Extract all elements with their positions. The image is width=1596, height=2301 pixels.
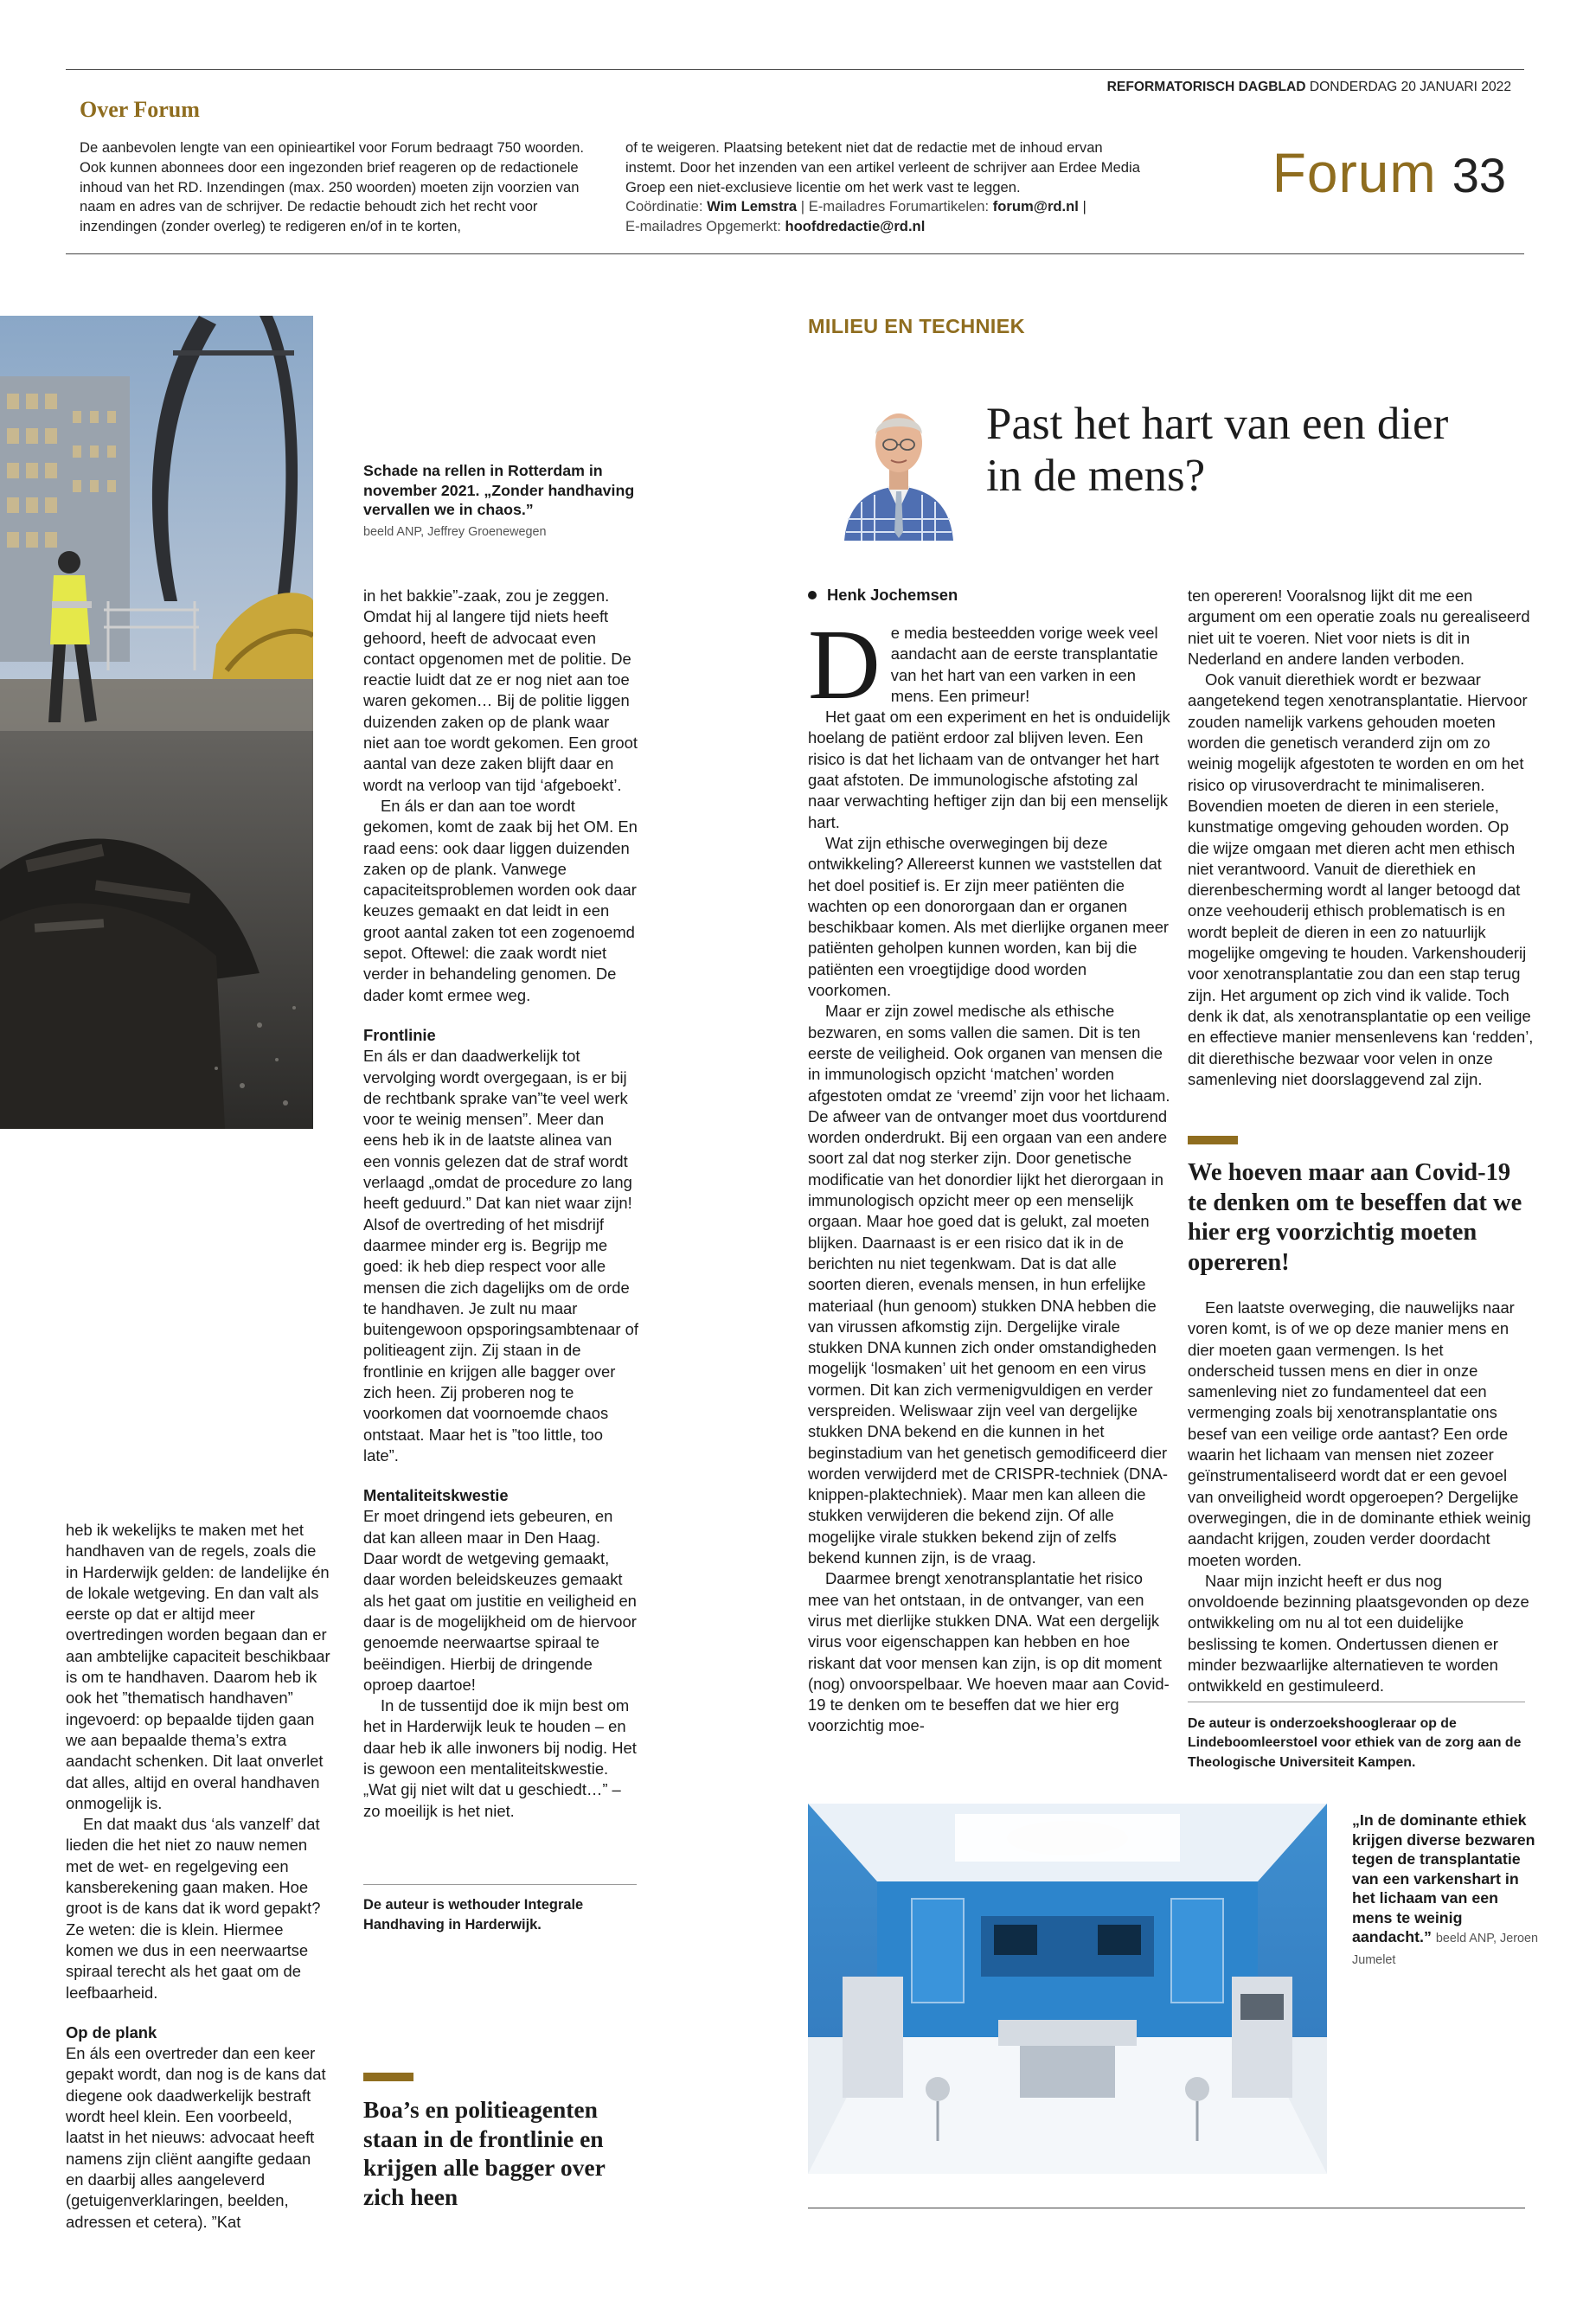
forum-intro-col2: of te weigeren. Plaatsing betekent niet dat de redactie met de inhoud ervan instemt. Door het inzenden van een artikel verleent de schrijver aan Erdee Media Groep een niet-exclusieve licentie om het werk vast te leggen. Coördinatie: Wim Lemstra | E-mailadres Forumartikelen: forum@rd.nl | E-mailadres Opgemerkt: hoofdredactie@rd.nl	[625, 139, 1140, 235]
author-portrait	[836, 381, 962, 541]
email-forum-link[interactable]: forum@rd.nl	[992, 198, 1079, 215]
left-quote-bar	[363, 2073, 413, 2081]
header-bottom-rule	[66, 253, 1524, 254]
paragraph: in het bakkie”-zaak, zou je zeggen. Omdat hij al langere tijd niets heeft gehoord, heeft de advocaat even contact opgenomen met de politie. De reactie luidt dat ze er nog niet aan toe waren gekomen… Bij de politie liggen duizenden zaken op de plank waar niet aan toe wordt gekomen. Een groot aantal van deze zaken blijft daar en wordt na verloop van tijd ‘afgeboekt’.	[363, 586, 638, 794]
coordinator-name: Wim Lemstra	[707, 198, 798, 215]
forum-intro-col1: De aanbevolen lengte van een opinieartikel voor Forum bedraagt 750 woorden. Ook kunnen abonnees door een ingezonden brief reageren op de redactionele inhoud van het RD. Inzendingen (max. 250 woorden) moeten zijn voorzien van naam en adres van de schrijver. De redactie behoudt zich het recht voor inzendingen (zonder overleg) te redigeren en/of in te korten,	[80, 139, 585, 235]
right-author-note: De auteur is onderzoekshoogleraar op de Lindeboomleerstoel voor ethiek van de zorg aan de Theologische Universiteit Kampen.	[1188, 1716, 1522, 1770]
subhead-op-de-plank: Op de plank	[66, 2022, 157, 2041]
right-pull-quote: We hoeven maar aan Covid-19 te denken om te beseffen dat we hier erg voorzichtig moeten opereren!	[1188, 1159, 1522, 1276]
page-number: 33	[1452, 148, 1506, 202]
paragraph: Maar er zijn zowel medische als ethische bezwaren, en soms vallen die samen. Dit is ten eerste de veiligheid. Ook organen van mensen die in immunologisch opzicht ‘matchen’ worden afgestoten omdat ze ‘vreemd’ zijn voor het lichaam. De afweer van de ontvanger moet dus voortdurend worden onderdrukt. Bij een orgaan van een andere soort zal dat nog sterker zijn. Door genetische modificatie van het donordier lijkt het dierorgaan in immunologisch opzicht meer op een menselijk orgaan. Maar hoe goed dat is gelukt, zal moeten blijken. Daarnaast is er een risico dat ik in de berichten nu niet tegenkwam. Dat is dat alle soorten dieren, evenals mensen, in hun erfelijke materiaal (hun genoom) stukken DNA hebben die van virussen afkomstig zijn. Dergelijke virale stukken DNA kunnen zich onder omstandigheden mogelijk ‘losmaken’ uit het genoom en een virus vormen. Dit kan zich vermenigvuldigen en verder verspreiden. Weliswaar zijn veel van dergelijke stukken DNA bekend en die kunnen in het beginstadium van het genetisch gemodificeerd dier worden verwijderd met de CRISPR-techniek (DNA-knippen-plaktechniek). Maar men kan alleen die stukken verwijderen die bekend zijn. Of alle mogelijke virale stukken bekend zijn of zelfs bekend kunnen zijn, is de vraag.	[808, 1002, 1170, 1567]
right-article-col2	[1188, 586, 1534, 1090]
paragraph: Ook vanuit dierethiek wordt er bezwaar aangetekend tegen xenotransplantatie. Hiervoor zouden namelijk varkens gehouden moeten worden die genetisch veranderd zijn om zo weinig mogelijk afgestoten te worden en om het risico op virusoverdracht te minimaliseren. Bovendien moeten de dieren in een steriele, kunstmatige omgeving gehouden worden. Op die wijze omgaan met dieren acht men ethisch niet verantwoord. Vanuit de dierethiek en dierenbescherming wordt al langer betoogd dat onze veehouderij ethisch problematisch is en wordt bepleit de dieren in een zo natuurlijk mogelijke omgeving te houden. Varkenshouderij voor xenotransplantatie zou dan een stap terug zijn. Het argument op zich vind ik valide. Toch denk ik dat, als xenotransplantatie op een veilige en effectieve manier mensenlevens kan ‘redden’, dit dierethische bezwaar voor velen in onze samenleving niet doorslaggevend zal zijn.	[1188, 670, 1534, 1088]
left-article-col1	[66, 1520, 330, 2233]
riot-photo-illustration	[0, 316, 313, 1129]
article-headline: Past het hart van een dier in de mens?	[986, 399, 1449, 501]
paragraph: Naar mijn inzicht heeft er dus nog onvoldoende bezinning plaatsgevonden op deze ontwikkeling om nu al tot een duidelijke beslissing te komen. Ondertussen dienen er minder bezwaarlijke alternatieven te worden ontwikkeld en gestimuleerd.	[1188, 1571, 1529, 1695]
riot-photo-credit: beeld ANP, Jeffrey Groenewegen	[363, 525, 547, 539]
operating-room-credit: beeld ANP, Jeroen Jumelet	[1352, 1932, 1539, 1967]
paragraph: Het gaat om een experiment en het is onduidelijk hoelang de patiënt erdoor zal blijven leven. Een risico is dat het lichaam van de ontvanger het hart gaat afstoten. De immunologische afstoting zal naar verwachting heftiger zijn dan bij een menselijk hart.	[808, 708, 1170, 831]
forum-info-title: Over Forum	[80, 97, 200, 122]
operating-room-illustration	[808, 1804, 1327, 2174]
paragraph: In de tussentijd doe ik mijn best om het in Harderwijk leuk te houden – en daar heb ik alle inwoners bij nodig. Het is gewoon een mentaliteitskwestie. „Wat gij niet wilt dat u geschiedt…” – zo moeilijk is het niet.	[363, 1696, 637, 1820]
paragraph: En áls een overtreder dan een keer gepakt wordt, dan nog is de kans dat diegene ook daadwerkelijk bestraft wordt heel klein. Een voorbeeld, laatst in het nieuws: advocaat heeft namens zijn cliënt aangifte gedaan en daarbij alles aangeleverd (getuigenverklaringen, beelden, adressen et cetera). ”Kat	[66, 2044, 326, 2231]
operating-room-caption	[1352, 1811, 1542, 1970]
author-portrait-illustration	[836, 381, 962, 541]
left-article-col2	[363, 586, 638, 1822]
byline	[808, 586, 958, 605]
forum-flag: Forum	[1272, 142, 1437, 204]
riot-photo-caption: Schade na rellen in Rotterdam in november 2021. „Zonder handhaving vervallen we in chaos.”	[363, 462, 635, 518]
right-article-col2-continued	[1188, 1298, 1534, 1697]
email-opgemerkt-label: E-mailadres Opgemerkt:	[625, 218, 781, 235]
paragraph: Daarmee brengt xenotransplantatie het risico mee van het ontstaan, in de ontvanger, van een virus met dierlijke stukken DNA. Wat een dergelijk virus voor eigenschappen kan hebben en hoe riskant dat voor mensen kan zijn, is op dit moment (nog) onvoorspelbaar. We hoeven maar aan Covid-19 te denken om te beseffen dat we hier erg voorzichtig moe-	[808, 1569, 1170, 1735]
byline-bullet-icon	[808, 591, 817, 599]
email-opgemerkt-link[interactable]: hoofdredactie@rd.nl	[785, 218, 926, 235]
header-top-rule	[66, 69, 1524, 70]
email-forum-label: | E-mailadres Forumartikelen:	[800, 198, 990, 215]
author-name: Henk Jochemsen	[827, 586, 958, 604]
left-pull-quote: Boa’s en politieagenten staan in de frontlinie en krijgen alle bagger over zich heen	[363, 2096, 606, 2210]
paragraph: En áls er dan daadwerkelijk tot vervolging wordt overgegaan, is er bij de rechtbank sprake van”te veel werk voor te weinig mensen”. Meer dan eens heb ik in de laatste alinea van een vonnis gelezen dat de straf wordt verlaagd „omdat de procedure zo lang heeft geduurd.” Dat kan niet waar zijn! Alsof de overtreding of het misdrijf daarmee minder erg is. Begrijp me goed: ik heb diep respect voor alle mensen die zich dagelijks om de orde te handhaven. Je zult nu maar buitengewoon opsporingsambtenaar of politieagent zijn. Zij staan in de frontlinie en krijgen alle bagger over zich heen. Zij proberen nog te voorkomen dat voornoemde chaos ontstaat. Maar het is ”too little, too late”.	[363, 1047, 638, 1465]
coordination-label: Coördinatie:	[625, 198, 703, 215]
paragraph: Een laatste overweging, die nauwelijks naar voren komt, is of we op deze manier mens en dier moeten gaan vermengen. Is het onderscheid tussen mens en dier in onze samenleving niet zo fundamenteel dat een vermenging zoals bij xenotransplantatie ons besef van een veilige orde aantast? Een orde waarin het lichaam van mensen niet zozeer geïnstrumentaliseerd wordt dat er een gevoel van onveiligheid wordt opgeroepen? Dergelijke overwegingen, die in de dominante ethiek weinig aandacht krijgen, zouden verder doordacht moeten worden.	[1188, 1298, 1531, 1569]
left-author-note: De auteur is wethouder Integrale Handhaving in Harderwijk.	[363, 1897, 584, 1932]
riot-photo	[0, 316, 313, 1129]
newspaper-dateline	[1107, 80, 1511, 95]
left-author-rule	[363, 1884, 637, 1885]
operating-room-photo	[808, 1804, 1327, 2174]
right-article-col1	[808, 610, 1171, 1737]
dropcap: D	[808, 610, 881, 721]
paragraph: Er moet dringend iets gebeuren, en dat kan alleen maar in Den Haag. Daar wordt de wetgeving gemaakt, daar worden beleidskeuzes gemaakt als het gaat om justitie en veiligheid en daar is de mogelijkheid om de hiervoor genoemde neerwaartse spiraal te beëindigen. Hierbij de dringende oproep daartoe!	[363, 1507, 637, 1694]
issue-date: DONDERDAG 20 JANUARI 2022	[1309, 80, 1511, 94]
paragraph: ten opereren! Vooralsnog lijkt dit me een argument om een operatie zoals nu gerealiseerd niet uit te voeren. Niet voor niets is dit in Nederland en andere landen verboden.	[1188, 586, 1530, 668]
lead-text: e media besteedden vorige week veel aandacht aan de eerste transplantatie van het hart van een varken in een mens. Een primeur!	[890, 624, 1158, 705]
paragraph: Wat zijn ethische overwegingen bij deze ontwikkeling? Allereerst kunnen we vaststellen dat het doel positief is. Er zijn meer patiënten die wachten op een donororgaan dan er organen beschikbaar komen. Als met dierlijke organen meer patiënten geholpen kunnen worden, kan bij die patiënten een vroegtijdige dood worden voorkomen.	[808, 833, 1170, 1000]
subhead-mentaliteitskwestie: Mentaliteitskwestie	[363, 1486, 509, 1505]
paragraph-with-dropcap	[808, 610, 1171, 721]
page-flag	[1272, 142, 1506, 204]
section-kicker: MILIEU EN TECHNIEK	[808, 315, 1025, 337]
paragraph: En áls er dan aan toe wordt gekomen, komt de zaak bij het OM. En raad eens: ook daar liggen duizenden zaken op de plank. Vanwege capaciteitsproblemen worden ook daar keuzes gemaakt en dat leidt in een groot aantal zaken tot een zogenoemd sepot. Oftewel: die zaak wordt niet verder in behandeling genomen. De dader komt ermee weg.	[363, 796, 638, 1004]
operating-room-caption-text: „In de dominante ethiek krijgen diverse bezwaren tegen de transplantatie van een varkenshart in het lichaam van een mens te weinig aandacht.”	[1352, 1811, 1535, 1945]
paragraph: heb ik wekelijks te maken met het handhaven van de regels, zoals die in Harderwijk gelden: de landelijke én de lokale wetgeving. En dan valt als eerste op dat er altijd meer overtredingen worden begaan dan er aan ambtelijke capaciteit beschikbaar is om te handhaven. Daarom heb ik ook het ”thematisch handhaven” ingevoerd: op bepaalde tijden gaan we aan bepaalde thema’s extra aandacht schenken. Dit laat onverlet dat alles, altijd en overal handhaven onmogelijk is.	[66, 1521, 330, 1812]
newspaper-name: REFORMATORISCH DAGBLAD	[1106, 80, 1306, 94]
subhead-frontlinie: Frontlinie	[363, 1025, 436, 1044]
forum-intro-text: of te weigeren. Plaatsing betekent niet dat de redactie met de inhoud ervan instemt. Door het inzenden van een artikel verleent de schrijver aan Erdee Media Groep een niet-exclusieve licentie om het werk vast te leggen.	[625, 139, 1140, 195]
paragraph: En dat maakt dus ‘als vanzelf’ dat lieden die het niet zo nauw nemen met de wet- en regelgeving een kansberekening gaan maken. Hoe groot is de kans dat ik word gepakt? Ze weten: die is klein. Hiermee komen we dus in een neerwaartse spiraal terecht als het gaat om de leefbaarheid.	[66, 1815, 321, 2002]
right-quote-bar	[1188, 1136, 1238, 1144]
